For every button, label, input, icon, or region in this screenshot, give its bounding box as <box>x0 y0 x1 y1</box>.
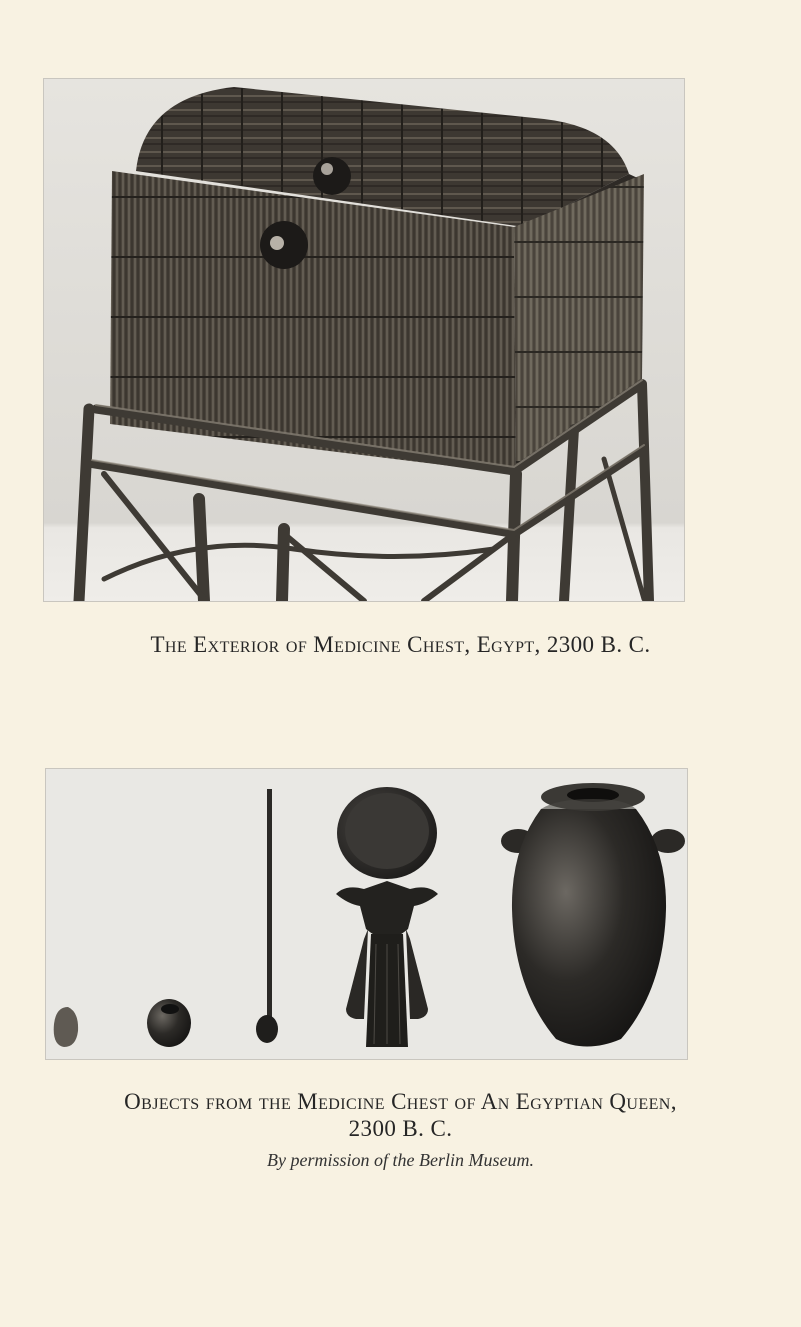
medicine-objects-caption-line1: Objects from the Medicine Chest of An Egyptian Queen, <box>124 1089 677 1114</box>
medicine-objects-illustration <box>46 769 687 1059</box>
stone-fragment <box>54 1007 78 1047</box>
medicine-chest-caption: The Exterior of Medicine Chest, Egypt, 2300 B. C. <box>150 632 651 657</box>
medicine-objects-photo <box>45 768 688 1060</box>
kohl-stick <box>267 789 272 1019</box>
medicine-objects-caption-line2: 2300 B. C. <box>348 1116 453 1141</box>
museum-credit: By permission of the Berlin Museum. <box>267 1150 534 1170</box>
medicine-chest-illustration <box>44 79 684 601</box>
medicine-chest-photo <box>43 78 685 602</box>
